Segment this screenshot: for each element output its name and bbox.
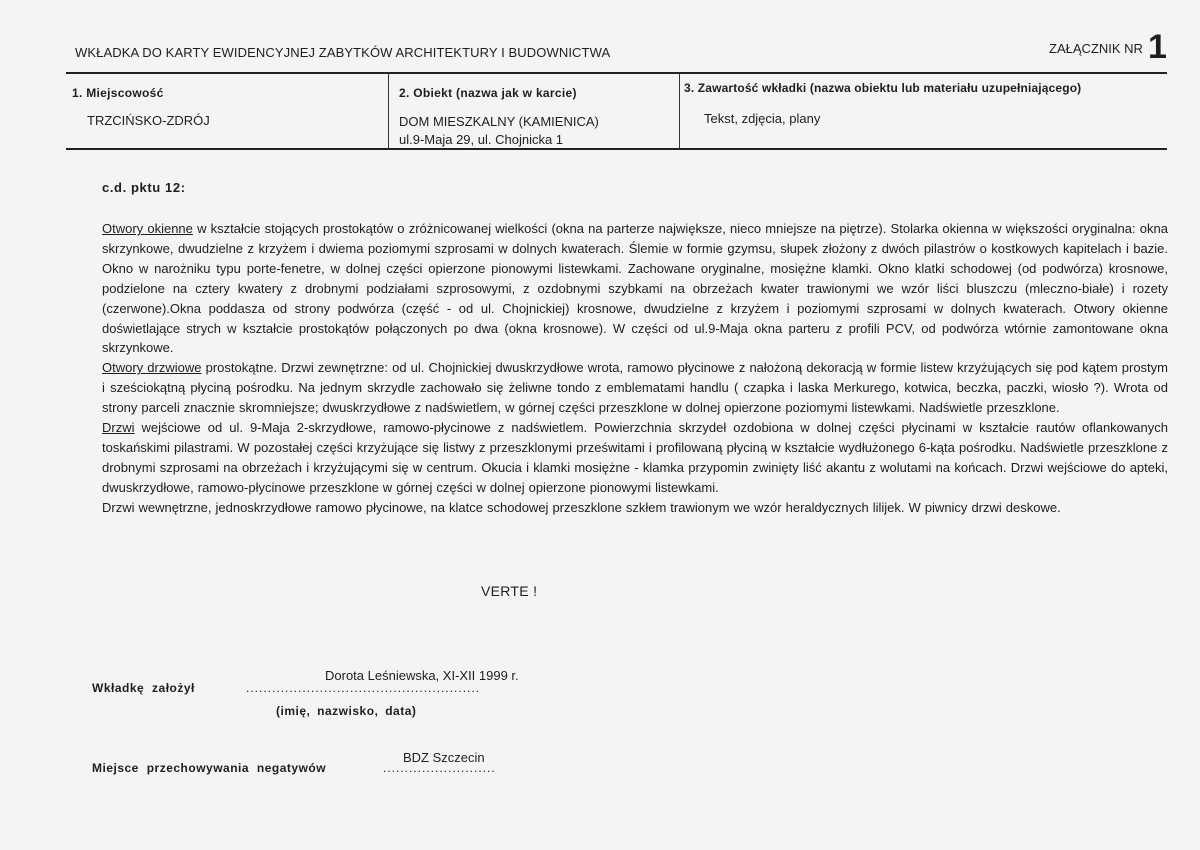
attachment-label: ZAŁĄCZNIK NR xyxy=(1049,41,1143,56)
continuation-heading: c.d. pktu 12: xyxy=(102,180,186,195)
storage-label: Miejsce przechowywania negatywów xyxy=(92,761,327,775)
paragraph-door-openings xyxy=(102,358,1168,418)
term-windows: Otwory okienne xyxy=(102,221,193,236)
paragraph-windows xyxy=(102,219,1168,358)
column-header-contents: 3. Zawartość wkładki (nazwa obiektu lub materiału uzupełniającego) xyxy=(684,81,1082,95)
founded-by-caption: (imię, nazwisko, data) xyxy=(276,704,417,718)
text-door-openings: prostokątne. Drzwi zewnętrzne: od ul. Chojnickiej dwuskrzydłowe wrota, ramowo płycinowe z nałożoną dekoracją w formie listew krzyżujących się pod kątem prostym i sześciokątną płyciną pośrodku. Na jednym skrzydle zachowało się żeliwne tondo z emblematami handlu ( czapka i laska Merkurego, kotwica, beczka, paczki, wiosło ?). Wrota od strony parceli znacznie skromniejsze; dwuskrzydłowe z nadświetlem, w górnej części przeszklone w dolnej opierzone poziomymi listewkami. Nadświetle przeszklone. xyxy=(102,360,1168,416)
attachment-number: 1 xyxy=(1148,28,1167,66)
contents-value: Tekst, zdjęcia, plany xyxy=(704,111,821,126)
paragraph-entrance-doors xyxy=(102,418,1168,498)
term-doors: Drzwi xyxy=(102,420,135,436)
locality-value: TRZCIŃSKO-ZDRÓJ xyxy=(87,113,210,128)
object-value-line1: DOM MIESZKALNY (KAMIENICA) xyxy=(399,114,599,129)
text-windows: w kształcie stojących prostokątów o zróżnicowanej wielkości (okna na parterze największe, nieco mniejsze na piętrze). Stolarka okienna w większości oryginalna: okna skrzynkowe, dwudzielne z krzyżem i dwiema poziomymi szprosami w dolnych kwaterach. Ślemie w formie gzymsu, słupek złożony z dwóch pilastrów o kostkowych kapitelach i bazie. Okno w narożniku typu porte-fenetre, w dolnej części opierzone pionowymi listewkami. Zachowane oryginalne, mosiężne klamki. Okno klatki schodowej (od podwórza) krosnowe, podzielone na cztery kwatery z drobnymi podziałami szprosowymi, z ozdobnymi szybkami na obrzeżach kwater trawionymi we wzór liści bluszczu (mleczno-białe) i rozety (czerwone).Okna poddasza od strony podwórza (część - od ul. Chojnickiej) krosnowe, dwudzielne z krzyżem i poziomymi szprosami w dolnych kwaterach. Otwory okienne doświetlające strych w kształcie prostokątów połączonych po dwa (okna krosnowe). W części od ul.9-Maja okna parteru z profili PCV, od podwórza wtórnie zamontowane okna skrzynkowe. xyxy=(102,221,1168,356)
founded-by-dots: ...................................................... xyxy=(246,681,481,695)
object-value-line2: ul.9-Maja 29, ul. Chojnicka 1 xyxy=(399,132,564,147)
founded-by-label: Wkładkę założył xyxy=(92,681,195,695)
table-divider-2 xyxy=(679,73,680,149)
paragraph-interior-doors: Drzwi wewnętrzne, jednoskrzydłowe ramowo płycinowe, na klatce schodowej przeszklone szkłem trawionym we wzór heraldycznych lilijek. W piwnicy drzwi deskowe. xyxy=(102,499,1061,515)
table-divider-1 xyxy=(388,73,389,149)
column-header-locality: 1. Miejscowość xyxy=(72,86,164,100)
table-bottom-border xyxy=(66,148,1167,150)
table-top-border xyxy=(66,72,1167,74)
document-title: WKŁADKA DO KARTY EWIDENCYJNEJ ZABYTKÓW ARCHITEKTURY I BUDOWNICTWA xyxy=(75,45,611,60)
storage-dots: .......................... xyxy=(383,761,496,775)
verte-label: VERTE ! xyxy=(481,583,538,599)
term-door-openings: Otwory drzwiowe xyxy=(102,360,202,376)
column-header-object: 2. Obiekt (nazwa jak w karcie) xyxy=(399,86,577,100)
text-entrance-doors: wejściowe od ul. 9-Maja 2-skrzydłowe, ramowo-płycinowe z nadświetlem. Powierzchnia skrzydeł ozdobiona w dolnej części płycinami w kształcie rautów oflankowanych toskańskimi pilastrami. W pozostałej części krzyżujące się listwy z przeszklonymi prześwitami i profilowaną płyciną w kształcie wydłużonego 6-kąta pośrodku. Nadświetle przeszklone z drobnymi szprosami na obrzeżach i krzyżującymi się w centrum. Okucia i klamki mosiężne - klamka przypomin zwinięty liść akantu z wolutami na końcach. Drzwi wejściowe do apteki, dwuskrzydłowe, ramowo-płycinowe przeszklone w górnej części w dolnej opierzone pionowymi listewkami. xyxy=(102,420,1168,495)
storage-value: BDZ Szczecin xyxy=(403,750,485,765)
author-name: Dorota Leśniewska, XI-XII 1999 r. xyxy=(325,668,519,683)
body-text xyxy=(102,219,1168,518)
